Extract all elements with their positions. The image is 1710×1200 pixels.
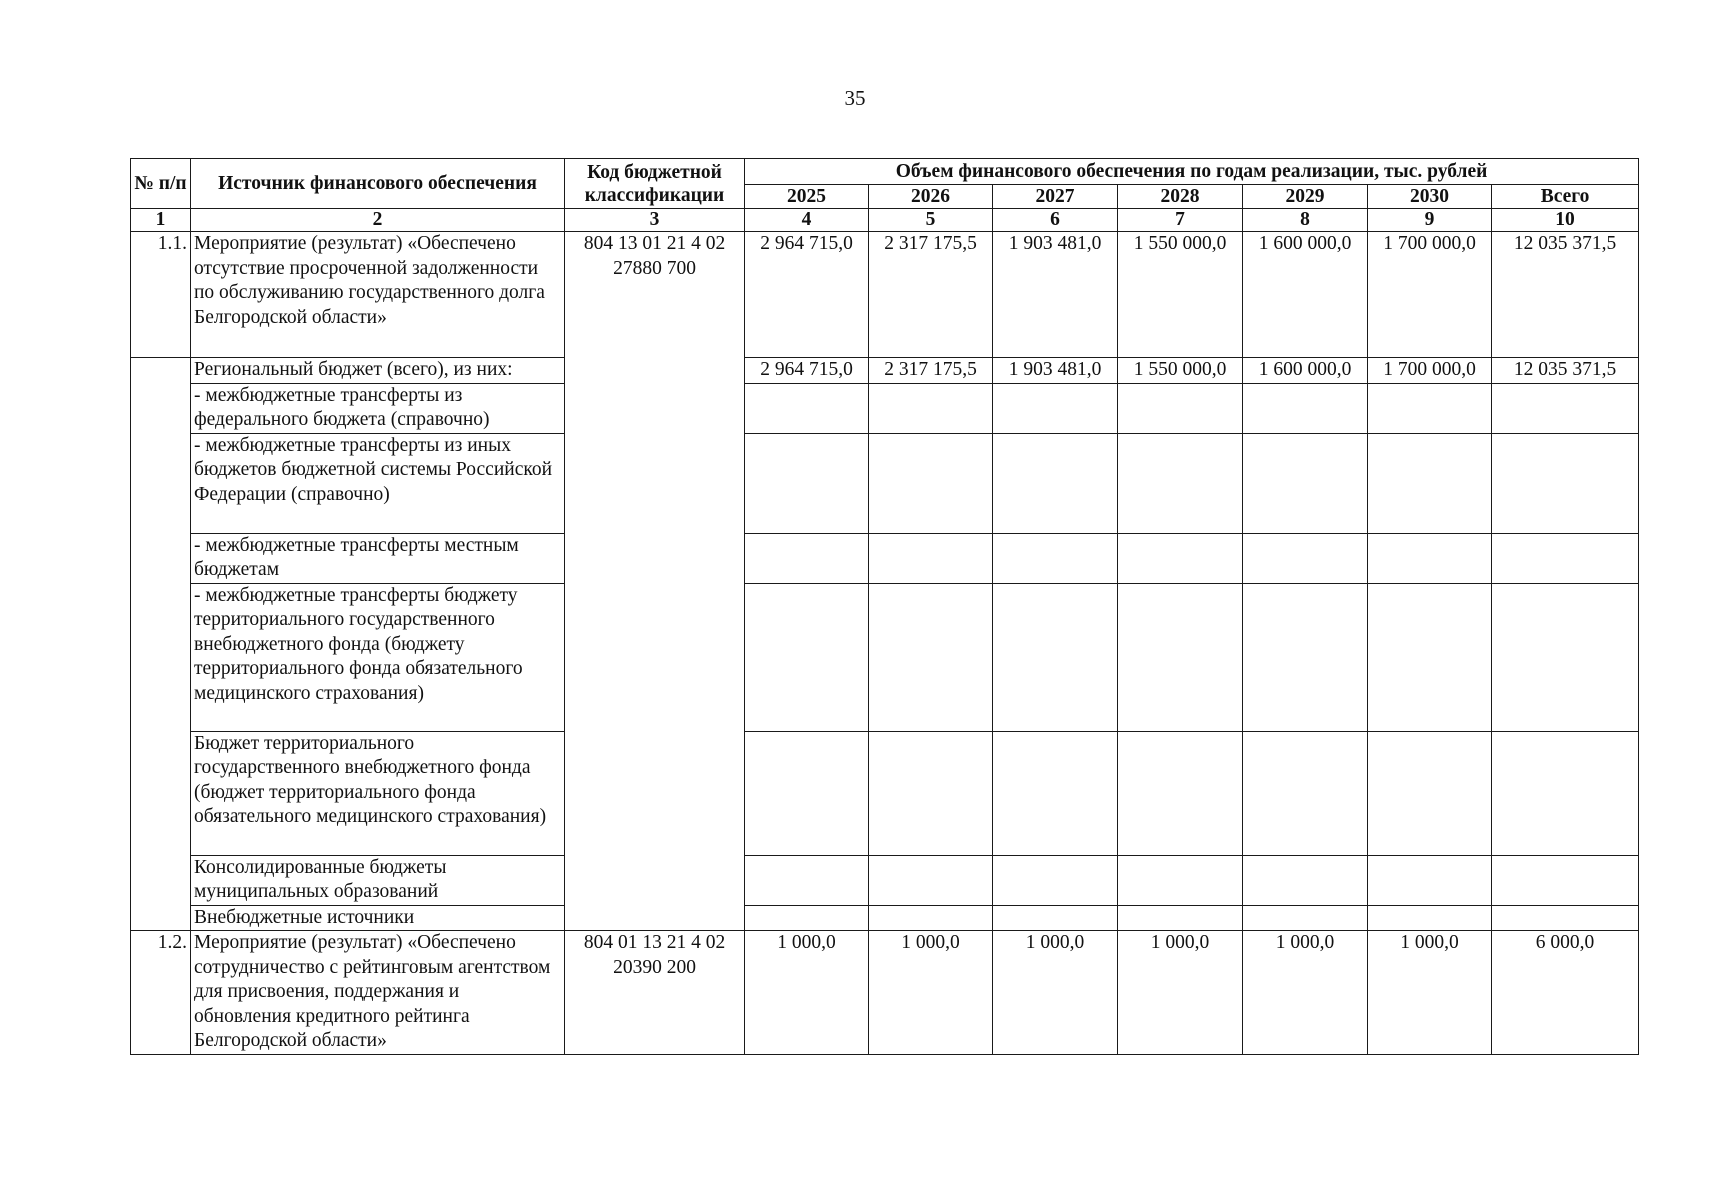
column-number-row (131, 209, 1639, 232)
value-2026: 1 000,0 (869, 931, 993, 1055)
value-2027: 1 000,0 (993, 931, 1118, 1055)
column-number: 10 (1492, 209, 1639, 232)
value-2028: 1 550 000,0 (1118, 232, 1243, 358)
value-2029 (1243, 383, 1368, 433)
value-2027 (993, 383, 1118, 433)
value-2026 (869, 383, 993, 433)
value-2025 (745, 383, 869, 433)
value-2026: 2 317 175,5 (869, 232, 993, 358)
column-number: 8 (1243, 209, 1368, 232)
value-2029: 1 000,0 (1243, 931, 1368, 1055)
header-year: 2025 (745, 185, 869, 209)
value-2028 (1118, 433, 1243, 533)
header-year: 2030 (1368, 185, 1492, 209)
table-row (131, 855, 1639, 905)
table-row (131, 358, 1639, 384)
value-2028: 1 000,0 (1118, 931, 1243, 1055)
table-row (131, 731, 1639, 855)
value-2030: 1 700 000,0 (1368, 232, 1492, 358)
column-number: 9 (1368, 209, 1492, 232)
row-source: - межбюджетные трансферты бюджету территориального государственного внебюджетного фонда (бюджету территориального фонда обязательного медицинского страхования) (191, 583, 565, 731)
value-2028 (1118, 731, 1243, 855)
table-row (131, 583, 1639, 731)
value-2028 (1118, 905, 1243, 931)
table-row (131, 905, 1639, 931)
value-2025 (745, 731, 869, 855)
value-2028 (1118, 533, 1243, 583)
value-2027 (993, 433, 1118, 533)
table-row (131, 232, 1639, 358)
value-total (1492, 905, 1639, 931)
row-num (131, 358, 191, 931)
column-number: 2 (191, 209, 565, 232)
row-num: 1.2. (131, 931, 191, 1055)
value-2029 (1243, 583, 1368, 731)
row-source: Бюджет территориального государственного внебюджетного фонда (бюджет территориального фонда обязательного медицинского страхования) (191, 731, 565, 855)
row-num: 1.1. (131, 232, 191, 358)
table-row (131, 931, 1639, 1055)
value-2030: 1 000,0 (1368, 931, 1492, 1055)
column-number: 7 (1118, 209, 1243, 232)
row-source: - межбюджетные трансферты местным бюджетам (191, 533, 565, 583)
value-2029 (1243, 731, 1368, 855)
value-2030 (1368, 583, 1492, 731)
value-total: 12 035 371,5 (1492, 358, 1639, 384)
value-2030 (1368, 905, 1492, 931)
value-2027 (993, 583, 1118, 731)
value-2027 (993, 905, 1118, 931)
value-total (1492, 855, 1639, 905)
value-2028 (1118, 583, 1243, 731)
column-number: 5 (869, 209, 993, 232)
table-row (131, 533, 1639, 583)
value-2027 (993, 533, 1118, 583)
value-total (1492, 583, 1639, 731)
header-num: № п/п (131, 159, 191, 209)
value-2027 (993, 855, 1118, 905)
header-year: 2026 (869, 185, 993, 209)
value-total (1492, 433, 1639, 533)
row-code: 804 01 13 21 4 02 20390 200 (565, 931, 745, 1055)
row-code: 804 13 01 21 4 02 27880 700 (565, 232, 745, 931)
row-source: - межбюджетные трансферты из федерального бюджета (справочно) (191, 383, 565, 433)
value-total (1492, 383, 1639, 433)
value-2027: 1 903 481,0 (993, 232, 1118, 358)
row-source: Региональный бюджет (всего), из них: (191, 358, 565, 384)
value-2029 (1243, 433, 1368, 533)
value-2029: 1 600 000,0 (1243, 358, 1368, 384)
value-2028 (1118, 855, 1243, 905)
value-2025 (745, 583, 869, 731)
value-2030 (1368, 433, 1492, 533)
value-2026 (869, 731, 993, 855)
header-year: 2029 (1243, 185, 1368, 209)
value-2029 (1243, 533, 1368, 583)
header-volume: Объем финансового обеспечения по годам реализации, тыс. рублей (745, 159, 1639, 185)
value-2029: 1 600 000,0 (1243, 232, 1368, 358)
page-number: 35 (844, 86, 866, 110)
value-2025 (745, 855, 869, 905)
value-total (1492, 731, 1639, 855)
value-2025: 2 964 715,0 (745, 232, 869, 358)
value-2030 (1368, 855, 1492, 905)
value-2025: 2 964 715,0 (745, 358, 869, 384)
header-year: 2027 (993, 185, 1118, 209)
value-2026 (869, 583, 993, 731)
financing-table (130, 158, 1639, 1055)
value-2026 (869, 433, 993, 533)
column-number: 6 (993, 209, 1118, 232)
value-2026 (869, 533, 993, 583)
table-row (131, 383, 1639, 433)
value-2027 (993, 731, 1118, 855)
value-2026 (869, 905, 993, 931)
row-source: Мероприятие (результат) «Обеспечено отсутствие просроченной задолженности по обслуживанию государственного долга Белгородской области» (191, 232, 565, 358)
value-2025 (745, 905, 869, 931)
value-2030 (1368, 731, 1492, 855)
value-2029 (1243, 855, 1368, 905)
value-2026 (869, 855, 993, 905)
header-year: 2028 (1118, 185, 1243, 209)
column-number: 1 (131, 209, 191, 232)
value-2025: 1 000,0 (745, 931, 869, 1055)
value-2029 (1243, 905, 1368, 931)
row-source: Внебюджетные источники (191, 905, 565, 931)
value-2025 (745, 433, 869, 533)
column-number: 3 (565, 209, 745, 232)
value-2027: 1 903 481,0 (993, 358, 1118, 384)
value-2030 (1368, 383, 1492, 433)
table-row (131, 433, 1639, 533)
value-total: 12 035 371,5 (1492, 232, 1639, 358)
column-number: 4 (745, 209, 869, 232)
value-2030 (1368, 533, 1492, 583)
value-2028: 1 550 000,0 (1118, 358, 1243, 384)
value-2026: 2 317 175,5 (869, 358, 993, 384)
value-2025 (745, 533, 869, 583)
header-code: Код бюджетной классификации (565, 159, 745, 209)
value-total: 6 000,0 (1492, 931, 1639, 1055)
header-source: Источник финансового обеспечения (191, 159, 565, 209)
value-2028 (1118, 383, 1243, 433)
row-source: - межбюджетные трансферты из иных бюджетов бюджетной системы Российской Федерации (справочно) (191, 433, 565, 533)
value-total (1492, 533, 1639, 583)
value-2030: 1 700 000,0 (1368, 358, 1492, 384)
header-total: Всего (1492, 185, 1639, 209)
row-source: Консолидированные бюджеты муниципальных образований (191, 855, 565, 905)
row-source: Мероприятие (результат) «Обеспечено сотрудничество с рейтинговым агентством для присвоения, поддержания и обновления кредитного рейтинга Белгородской области» (191, 931, 565, 1055)
